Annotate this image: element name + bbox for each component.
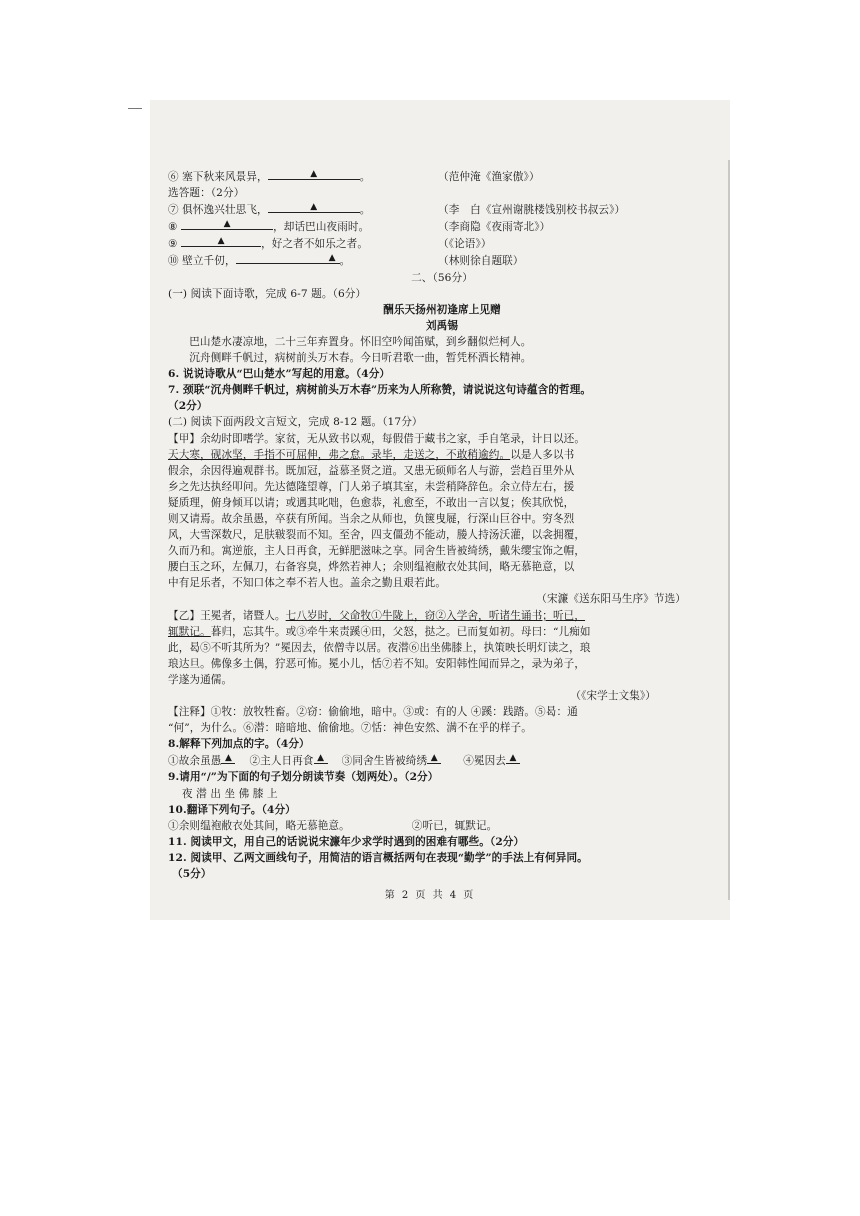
triangle-marker: ▲ [509,753,517,764]
passage-yi-line: 辄默记。暮归，忘其牛。或③牵牛来责蹊④田，父怒，挞之。已而复如初。母曰：“儿痴如 [168,625,591,638]
question-12-score: （5分） [172,868,212,881]
poem-author: 刘禹锡 [425,319,459,332]
q8-item: ④冕因去 [463,755,506,768]
question-7: 7. 颈联“沉舟侧畔千帆过，病树前头万木春”历来为人所称赞，请说说这句诗蕴含的哲理。 [168,384,592,397]
answer-blank[interactable] [181,235,261,247]
answer-blank[interactable] [181,218,273,230]
question-7-score: （2分） [168,400,208,413]
passage-jia-source: （宋濂《送东阳马生序》节选） [536,593,686,606]
item-number: ⑨ [168,238,178,251]
triangle-marker: ▲ [223,219,231,230]
passage-jia-line: 腰白玉之环，左佩刀，右备容臭，烨然若神人；余则缊袍敝衣处其间，略无慕艳意，以 [168,561,575,574]
passage-jia-line: 乡之先达执经叩问。先达德隆望尊，门人弟子填其室，未尝稍降辞色。余立侍左右，援 [168,480,575,493]
part-two-heading: 二、（56分） [411,271,473,284]
line-source: （范仲淹《渔家傲》） [438,171,540,183]
notes-line: 【注释】①牧：放牧牲畜。②窃：偷偷地，暗中。③或：有的人 ④蹊：践踏。⑤曷：通 [168,706,578,719]
item-number: ⑦ [168,204,179,217]
item-number: ⑩ [168,255,179,268]
underlined-sentence: 辄默记。 [168,625,211,638]
fill-line-6 [168,168,716,185]
poem-line: 沉舟侧畔千帆过，病树前头万木春。今日听君歌一曲，暂凭杯酒长精神。 [189,352,532,365]
question-12: 12. 阅读甲、乙两文画线句子，用简洁的语言概括两句在表现“勤学”的手法上有何异同。 [168,851,588,864]
line-source: （李 白《宣州谢朓楼饯别校书叔云》） [438,204,626,217]
passage-yi-source: （《宋学士文集》） [570,690,656,702]
q10-item: ②听已，辄默记。 [411,819,498,832]
exam-content [168,168,716,882]
underlined-sentence: 七八岁时，父命牧①牛陇上，窃②入学舍，听诸生诵书；听已， [285,609,586,622]
triangle-marker: ▲ [224,753,232,764]
q10-item: ①余则缊袍敝衣处其间，略无慕艳意。 [168,819,350,832]
passage-yi-line: 此，曷⑤不听其所为？”冕因去，依僧寺以居。夜潜⑥出坐佛膝上，执策映长明灯读之，琅 [168,641,591,654]
question-9: 9.请用“/”为下面的句子划分朗读节奏（划两处）。（2分） [168,771,439,784]
question-9-sentence: 夜 潜 出 坐 佛 膝 上 [182,787,278,800]
question-6: 6. 说说诗歌从“巴山楚水”写起的用意。（4分） [168,368,391,381]
poem-line: 巴山楚水凄凉地，二十三年弃置身。怀旧空吟闻笛赋，到乡翻似烂柯人。 [189,335,532,348]
triangle-marker: ▲ [217,236,225,247]
line-suffix: ，却话巴山夜雨时。 [273,221,370,234]
passage-jia-line: 久而乃和。寓逆旅，主人日再食，无鲜肥滋味之享。同舍生皆被绮绣，戴朱缨宝饰之帽， [168,545,586,558]
answer-blank[interactable] [427,752,441,764]
poem-section-heading: (一) 阅读下面诗歌，完成 6-7 题。（6分） [168,287,367,300]
item-number: ⑧ [168,221,178,234]
q8-item: ③同舍生皆被绮绣 [341,755,428,768]
passage-jia-line: 中有足乐者，不知口体之奉不若人也。盖余之勤且艰若此。 [168,577,447,590]
q8-item: ②主人日再食 [249,755,314,768]
line-suffix: 。 [359,171,371,183]
passage-jia-line: 【甲】余幼时即嗜学。家贫，无从致书以观，每假借于藏书之家，手自笔录，计日以还。 [168,432,586,445]
line-source: （《论语》） [438,238,492,251]
passage-jia-line: 天大寒，砚冰坚，手指不可屈伸，弗之怠。录毕，走送之，不敢稍逾约。以是人多以书 [168,448,575,461]
passage-yi-line: 琅达旦。佛像多土偶，狞恶可怖。冕小儿，恬⑦若不知。安阳韩性闻而异之，录为弟子， [168,657,586,670]
answer-blank[interactable] [268,201,360,213]
line-suffix: 。 [359,204,371,217]
scan-edge [728,160,730,900]
line-prefix: 壁立千仞， [182,255,236,268]
line-prefix: 塞下秋来风景异， [182,171,268,183]
fill-line-9 [168,235,716,252]
optional-section-label: 选答题：（2分） [168,187,245,200]
line-source: （林则徐自题联） [438,255,524,268]
line-source: （李商隐《夜雨寄北》） [438,221,551,234]
q8-item: ①故余虽愚 [168,755,222,768]
line-suffix: 。 [339,255,351,268]
triangle-marker: ▲ [310,169,318,179]
passage-jia-line: 则又请焉。故余虽愚，卒获有所闻。当余之从师也，负箧曳屣，行深山巨谷中。穷冬烈 [168,512,575,525]
question-11: 11. 阅读甲文，用自己的话说说宋濂年少求学时遇到的困难有哪些。（2分） [168,835,525,848]
question-8: 8.解释下列加点的字。（4分） [168,738,310,751]
page-footer: 第 2 页 共 4 页 [384,890,476,901]
answer-blank[interactable] [268,168,360,180]
poem-title: 酬乐天扬州初逢席上见赠 [383,303,501,316]
triangle-marker: ▲ [317,753,325,764]
passage-jia-line: 风，大雪深数尺，足肤皲裂而不知。至舍，四支僵劲不能动，媵人持汤沃灌，以衾拥覆， [168,529,586,542]
triangle-marker: ▲ [430,753,438,764]
item-number: ⑥ [168,171,179,183]
line-suffix: ，好之者不如乐之者。 [261,238,369,251]
fill-line-7 [168,201,716,218]
passage-jia-line: 假余，余因得遍观群书。既加冠，益慕圣贤之道。又患无硕师名人与游，尝趋百里外从 [168,464,575,477]
passage-yi-line: 【乙】王冕者，诸暨人。七八岁时，父命牧①牛陇上，窃②入学舍，听诸生诵书；听已， [168,609,586,622]
answer-blank[interactable] [506,752,520,764]
prose-section-heading: (二) 阅读下面两段文言短文，完成 8-12 题。（17分） [168,416,423,429]
fill-line-8 [168,218,716,235]
question-10-items [168,818,716,834]
triangle-marker: ▲ [328,253,336,264]
notes-line: “何”，为什么。⑥潜：暗暗地、偷偷地。⑦恬：神色安然、满不在乎的样子。 [168,722,532,735]
answer-blank[interactable] [236,252,340,264]
triangle-marker: ▲ [310,202,318,213]
fill-line-10 [168,252,716,269]
question-8-items [168,752,716,769]
scan-mark [128,108,142,109]
underlined-sentence: 天大寒，砚冰坚，手指不可屈伸，弗之怠。录毕，走送之，不敢稍逾约。 [168,448,511,461]
answer-blank[interactable] [314,752,328,764]
passage-jia-line: 疑质理，俯身倾耳以请；或遇其叱咄，色愈恭，礼愈至，不敢出一言以复；俟其欣悦， [168,496,575,509]
answer-blank[interactable] [221,752,235,764]
question-10: 10.翻译下列句子。（4分） [168,803,296,816]
line-prefix: 俱怀逸兴壮思飞， [182,204,268,217]
passage-yi-line: 学遂为通儒。 [168,673,233,686]
